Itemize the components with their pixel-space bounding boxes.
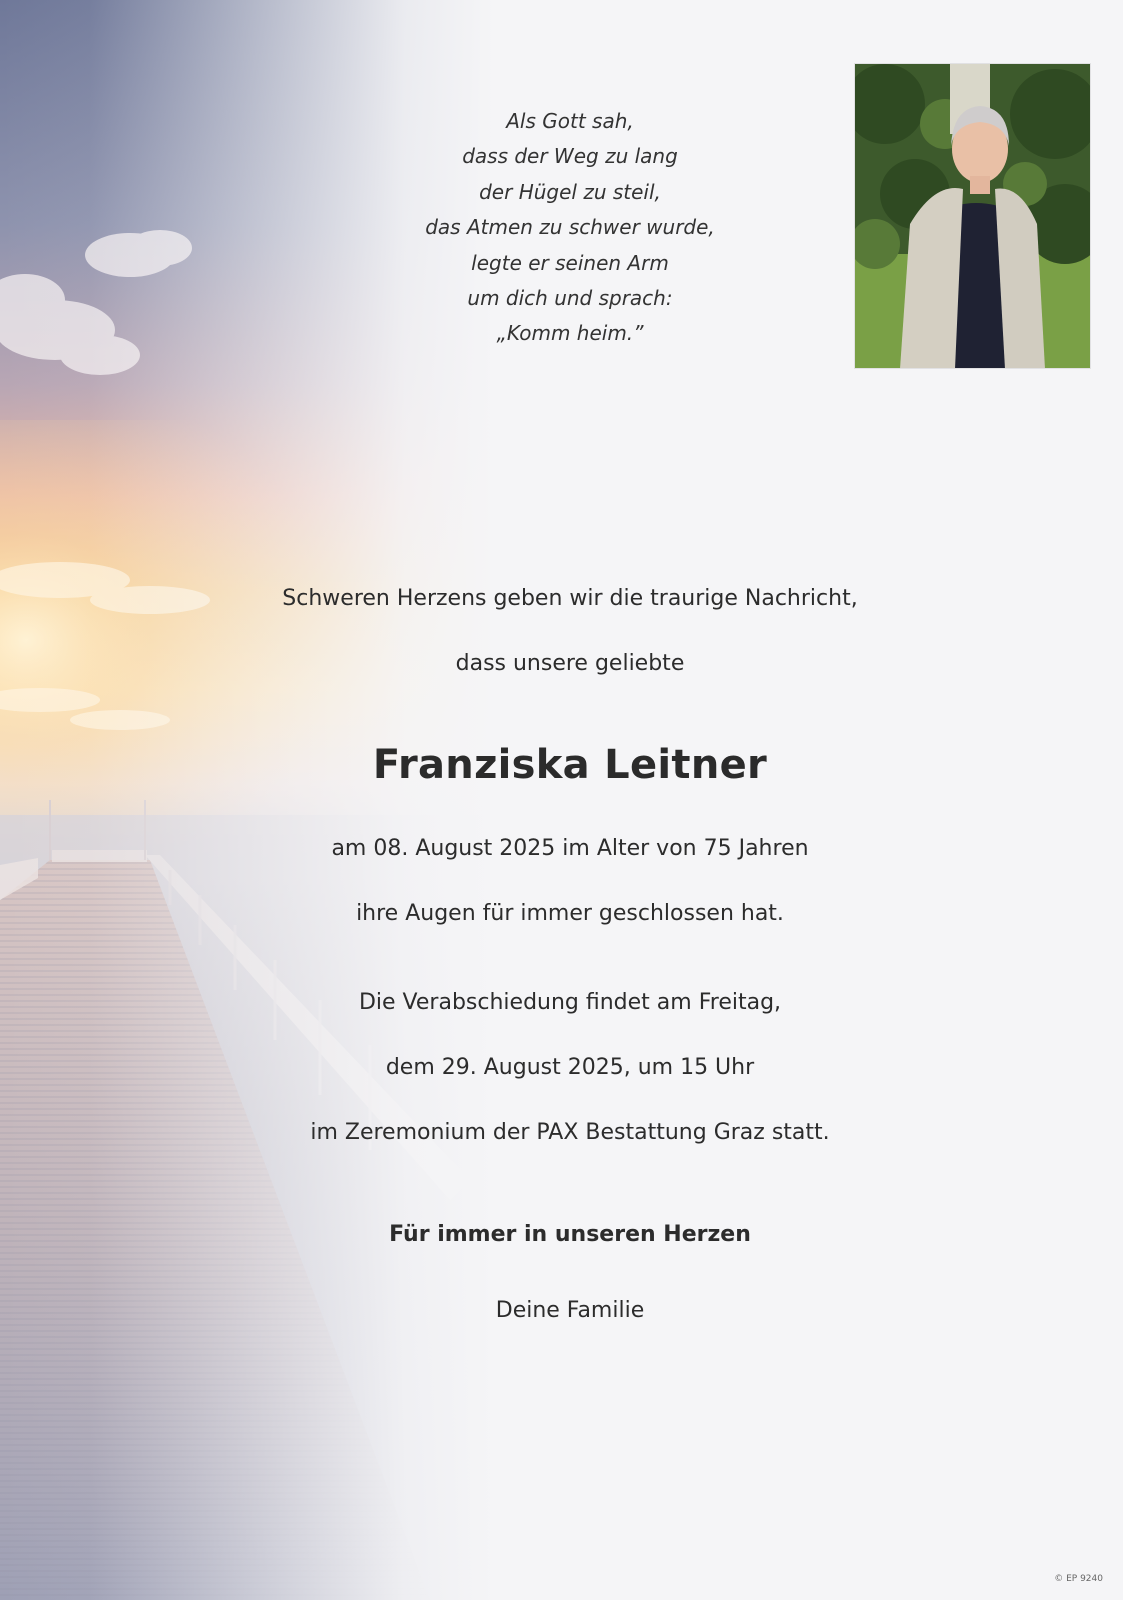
- poem-line-6: um dich und sprach:: [467, 286, 673, 311]
- copyright-note: © EP 9240: [1054, 1574, 1103, 1584]
- poem: [370, 104, 770, 352]
- poem-line-1: Als Gott sah,: [506, 109, 634, 133]
- poem-line-2: dass der Weg zu lang: [462, 144, 678, 169]
- poem-line-3: der Hügel zu steil,: [479, 179, 661, 204]
- closing-phrase: Für immer in unseren Herzen: [389, 1222, 751, 1247]
- death-date-line: am 08. August 2025 im Alter von 75 Jahren: [331, 836, 809, 861]
- poem-line-4: das Atmen zu schwer wurde,: [425, 215, 715, 240]
- poem-line-7: „Komm heim.”: [496, 321, 644, 346]
- portrait-photo: [855, 64, 1090, 368]
- death-line-2: ihre Augen für immer geschlossen hat.: [356, 901, 784, 926]
- farewell-date-line: dem 29. August 2025, um 15 Uhr: [385, 1055, 755, 1080]
- intro-line-2: dass unsere geliebte: [455, 651, 685, 676]
- poem-line-5: legte er seinen Arm: [471, 250, 669, 275]
- deceased-name: Franziska Leitner: [372, 742, 768, 788]
- farewell-location-line: im Zeremonium der PAX Bestattung Graz statt.: [310, 1120, 830, 1145]
- farewell-line-1: Die Verabschiedung findet am Freitag,: [358, 990, 782, 1015]
- intro-line-1: Schweren Herzens geben wir die traurige Nachricht,: [282, 586, 858, 611]
- signature: Deine Familie: [495, 1298, 645, 1323]
